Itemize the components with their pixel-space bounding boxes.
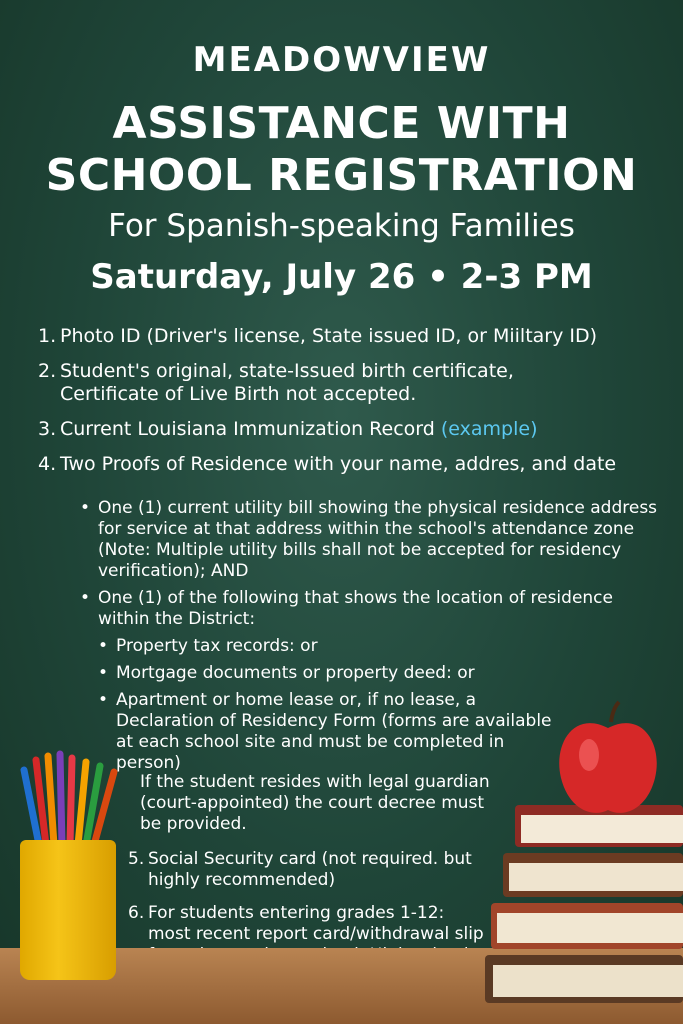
list-item: • One (1) current utility bill showing the physical residence address for service at that address within the school's attendance zone (Note: Multiple utility bills shall not be accepted for residency verification); AND [78, 498, 658, 582]
example-link[interactable]: (example) [440, 418, 538, 440]
list-item: • Property tax records: or [96, 636, 566, 657]
list-item: 1. Photo ID (Driver's license, State issued ID, or Miiltary ID) [38, 325, 598, 347]
list-item: 5. Social Security card (not required. but highly recommended) [128, 849, 472, 890]
requirements-list [38, 325, 658, 488]
list-item: • Mortgage documents or property deed: or [96, 663, 566, 684]
title-line-2: SCHOOL REGISTRATION [45, 150, 638, 201]
list-item: 4. Two Proofs of Residence with your name, addres, and date [38, 453, 617, 475]
guardian-note: If the student resides with legal guardian (court-appointed) the court decree must be provided. [140, 772, 490, 834]
books-icon [485, 805, 683, 1005]
apple-icon [553, 700, 663, 820]
title-line-1: ASSISTANCE WITH [112, 98, 571, 149]
event-date: Saturday, July 26 • 2-3 PM [90, 257, 593, 297]
list-item: • One (1) of the following that shows the location of residence within the District: [78, 588, 658, 630]
residence-options [96, 636, 566, 774]
list-item: 2. Student's original, state-Issued birth certificate, Certificate of Live Birth not accepted. [38, 360, 514, 405]
school-name: MEADOWVIEW [192, 40, 491, 80]
pencil-cup [20, 840, 116, 980]
subtitle: For Spanish-speaking Families [108, 208, 575, 244]
list-item: 3. Current Louisiana Immunization Record (example) [38, 418, 538, 440]
page-title [0, 98, 683, 202]
pencils-icon [14, 750, 134, 850]
list-item: 6. For students entering grades 1-12: most recent report card/withdrawal slip [128, 903, 484, 944]
list-item: • Apartment or home lease or, if no lease, a Declaration of Residency Form (forms are available at each school site and must be completed in person) [96, 690, 566, 774]
